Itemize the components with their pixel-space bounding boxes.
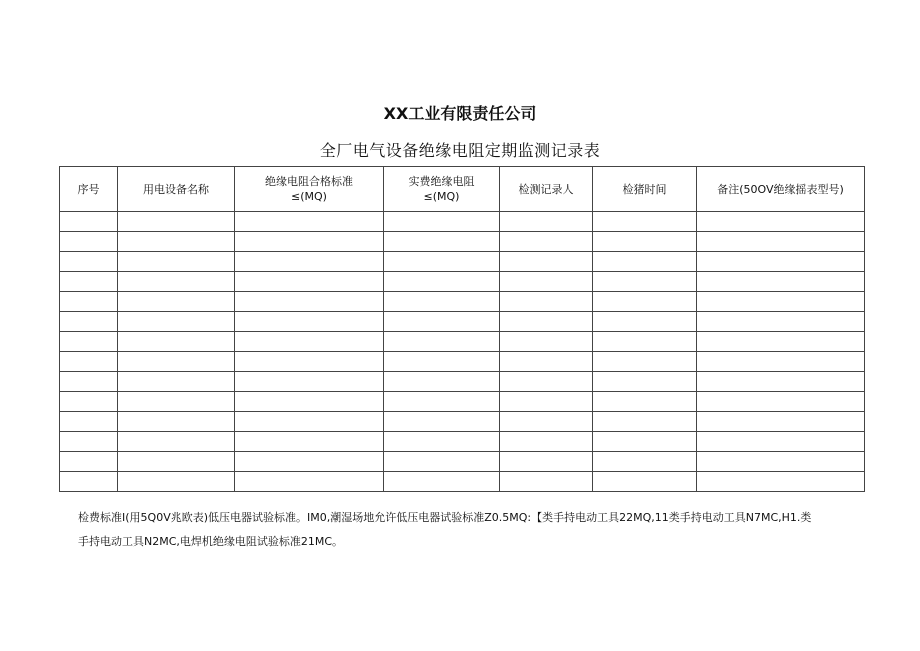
table-row xyxy=(60,392,865,412)
footnote xyxy=(78,506,868,554)
table-cell[interactable] xyxy=(118,332,235,352)
table-cell[interactable] xyxy=(60,352,118,372)
table-cell[interactable] xyxy=(60,472,118,492)
form-title: 全厂电气设备绝缘电阻定期监测记录表 xyxy=(319,141,601,160)
table-cell[interactable] xyxy=(60,232,118,252)
table-row xyxy=(60,412,865,432)
table-cell[interactable] xyxy=(235,392,384,412)
header-measured-line2: ≤(MQ) xyxy=(423,190,460,203)
table-cell[interactable] xyxy=(593,252,697,272)
table-cell[interactable] xyxy=(697,252,865,272)
table-row xyxy=(60,312,865,332)
table-cell[interactable] xyxy=(60,212,118,232)
table-cell[interactable] xyxy=(697,352,865,372)
table-cell[interactable] xyxy=(697,372,865,392)
table-cell[interactable] xyxy=(60,412,118,432)
table-cell[interactable] xyxy=(500,352,593,372)
header-time: 检猪时间 xyxy=(593,167,697,212)
table-row xyxy=(60,352,865,372)
table-cell[interactable] xyxy=(500,472,593,492)
table-cell[interactable] xyxy=(60,392,118,412)
table-cell[interactable] xyxy=(593,352,697,372)
footnote-line1: 检费标准I(用5Q0V兆欧表)低压电器试验标准。IM0,潮湿场地允许低压电器试验标准Z0.5MQ:【类手持电动工具22MQ,11类手持电动工具N7MC,H1.类 xyxy=(78,511,812,524)
table-cell[interactable] xyxy=(593,372,697,392)
table-cell[interactable] xyxy=(384,292,500,312)
table-row xyxy=(60,332,865,352)
table-cell[interactable] xyxy=(500,392,593,412)
table-cell[interactable] xyxy=(593,392,697,412)
table-cell[interactable] xyxy=(235,472,384,492)
table-cell[interactable] xyxy=(593,412,697,432)
table-cell[interactable] xyxy=(118,472,235,492)
table-cell[interactable] xyxy=(697,452,865,472)
table-cell[interactable] xyxy=(60,452,118,472)
table-row xyxy=(60,232,865,252)
table-cell[interactable] xyxy=(235,332,384,352)
header-note: 备注(50OV绝缘摇表型号) xyxy=(697,167,865,212)
table-cell[interactable] xyxy=(500,272,593,292)
table-cell[interactable] xyxy=(384,432,500,452)
table-cell[interactable] xyxy=(118,392,235,412)
footnote-line2: 手持电动工具N2MC,电焊机绝缘电阻试验标准21MC。 xyxy=(78,535,344,548)
table-cell[interactable] xyxy=(60,372,118,392)
table-cell[interactable] xyxy=(118,372,235,392)
table-cell[interactable] xyxy=(500,372,593,392)
table-cell[interactable] xyxy=(697,292,865,312)
table-cell[interactable] xyxy=(500,432,593,452)
table-cell[interactable] xyxy=(118,252,235,272)
header-measured xyxy=(384,167,500,212)
table-cell[interactable] xyxy=(235,232,384,252)
table-cell[interactable] xyxy=(500,252,593,272)
table-cell[interactable] xyxy=(500,232,593,252)
table-cell[interactable] xyxy=(697,412,865,432)
table-cell[interactable] xyxy=(235,212,384,232)
table-cell[interactable] xyxy=(697,312,865,332)
table-cell[interactable] xyxy=(235,452,384,472)
table-cell[interactable] xyxy=(60,292,118,312)
table-row xyxy=(60,252,865,272)
table-cell[interactable] xyxy=(697,212,865,232)
table-cell[interactable] xyxy=(697,472,865,492)
table-cell[interactable] xyxy=(118,292,235,312)
table-cell[interactable] xyxy=(593,212,697,232)
table-cell[interactable] xyxy=(697,392,865,412)
table-cell[interactable] xyxy=(500,452,593,472)
header-measured-line1: 实费绝缘电阻 xyxy=(408,175,475,188)
table-cell[interactable] xyxy=(384,232,500,252)
header-device-name: 用电设备名称 xyxy=(118,167,235,212)
table-cell[interactable] xyxy=(384,312,500,332)
table-cell[interactable] xyxy=(384,332,500,352)
header-standard xyxy=(235,167,384,212)
table-row xyxy=(60,272,865,292)
table-cell[interactable] xyxy=(500,312,593,332)
table-row xyxy=(60,372,865,392)
table-cell[interactable] xyxy=(235,372,384,392)
table-cell[interactable] xyxy=(118,412,235,432)
table-cell[interactable] xyxy=(118,312,235,332)
table-cell[interactable] xyxy=(500,292,593,312)
table-cell[interactable] xyxy=(384,252,500,272)
table-cell[interactable] xyxy=(118,272,235,292)
company-name: XX工业有限责任公司 xyxy=(383,104,537,123)
table-row xyxy=(60,292,865,312)
table-cell[interactable] xyxy=(384,372,500,392)
table-cell[interactable] xyxy=(60,272,118,292)
table-cell[interactable] xyxy=(118,452,235,472)
table-cell[interactable] xyxy=(60,252,118,272)
header-standard-line1: 绝缘电阻合格标准 xyxy=(265,175,353,188)
header-no: 序号 xyxy=(60,167,118,212)
table-cell[interactable] xyxy=(118,232,235,252)
table-header-row xyxy=(60,167,865,212)
table-cell[interactable] xyxy=(60,312,118,332)
header-recorder: 检测记录人 xyxy=(500,167,593,212)
table-cell[interactable] xyxy=(384,392,500,412)
table-cell[interactable] xyxy=(384,212,500,232)
table-cell[interactable] xyxy=(593,332,697,352)
table-cell[interactable] xyxy=(60,432,118,452)
table-cell[interactable] xyxy=(118,432,235,452)
table-cell[interactable] xyxy=(235,352,384,372)
table-cell[interactable] xyxy=(593,272,697,292)
table-cell[interactable] xyxy=(593,432,697,452)
table-row xyxy=(60,452,865,472)
table-cell[interactable] xyxy=(593,472,697,492)
table-cell[interactable] xyxy=(235,312,384,332)
table-cell[interactable] xyxy=(235,292,384,312)
table-cell[interactable] xyxy=(235,432,384,452)
table-row xyxy=(60,432,865,452)
table-cell[interactable] xyxy=(118,352,235,372)
table-cell[interactable] xyxy=(235,412,384,432)
table-row xyxy=(60,472,865,492)
table-cell[interactable] xyxy=(384,472,500,492)
table-cell[interactable] xyxy=(500,212,593,232)
header-standard-line2: ≤(MQ) xyxy=(291,190,327,203)
table-cell[interactable] xyxy=(384,412,500,432)
table-cell[interactable] xyxy=(593,312,697,332)
table-cell[interactable] xyxy=(384,352,500,372)
table-cell[interactable] xyxy=(697,272,865,292)
table-row xyxy=(60,212,865,232)
table-cell[interactable] xyxy=(697,332,865,352)
table-cell[interactable] xyxy=(60,332,118,352)
table-cell[interactable] xyxy=(697,232,865,252)
monitoring-record-table xyxy=(59,166,865,492)
table-cell[interactable] xyxy=(593,452,697,472)
table-cell[interactable] xyxy=(235,252,384,272)
table-cell[interactable] xyxy=(500,332,593,352)
table-cell[interactable] xyxy=(384,452,500,472)
table-cell[interactable] xyxy=(235,272,384,292)
table-body xyxy=(60,212,865,492)
table-cell[interactable] xyxy=(697,432,865,452)
table-cell[interactable] xyxy=(118,212,235,232)
table-cell[interactable] xyxy=(384,272,500,292)
table-cell[interactable] xyxy=(593,232,697,252)
table-cell[interactable] xyxy=(500,412,593,432)
table-cell[interactable] xyxy=(593,292,697,312)
